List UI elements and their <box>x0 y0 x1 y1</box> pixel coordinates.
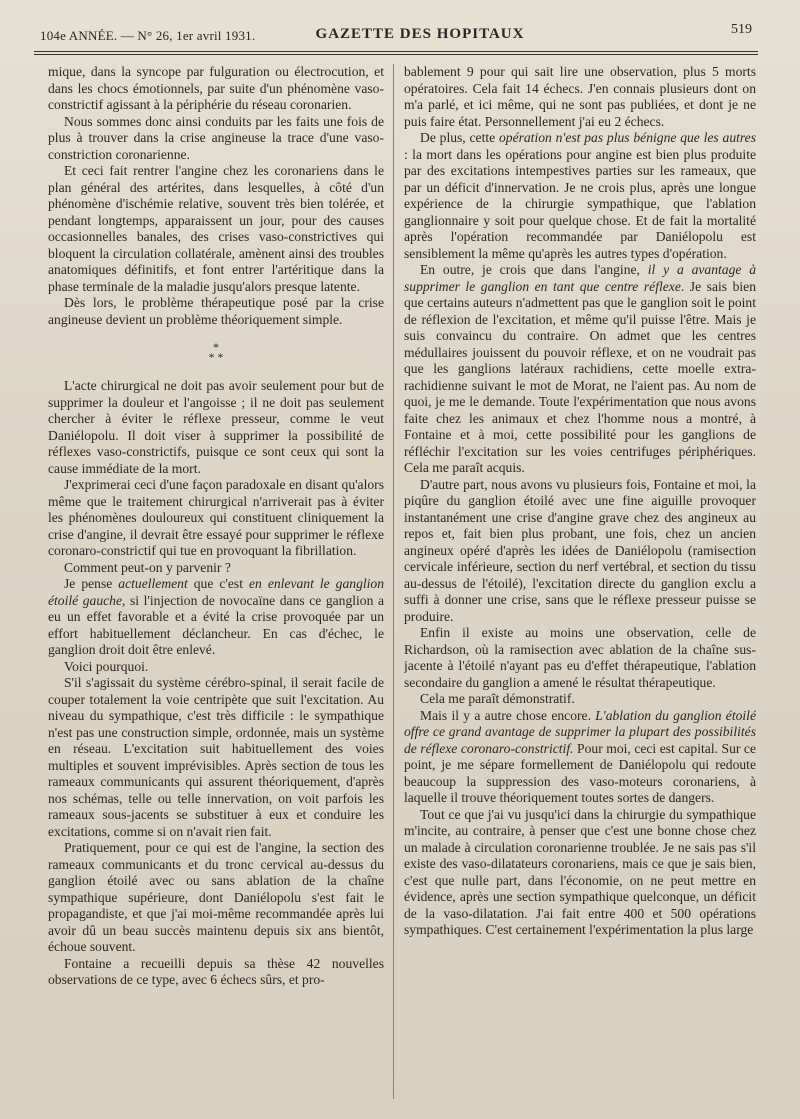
section-separator <box>48 342 384 362</box>
paragraph: mique, dans la syncope par fulguration ou électrocution, et dans les chocs émotionnels, par suite d'un phénomène vaso-constrictif agissant à la périphérie du réseau coronarien. <box>48 64 384 112</box>
paragraph: Comment peut-on y parvenir ? <box>64 559 231 575</box>
paragraph: L'acte chirurgical ne doit pas avoir seulement pour but de supprimer la douleur et l'angoisse ; il ne doit pas seulement chercher à éviter le réflexe presseur, comme le veut Daniélopolu. Il doit viser à supprimer la possibilité de réflexes vaso-constrictifs, puisque ce sont ceux qui sont la cause immédiate de la mort. <box>48 378 384 476</box>
right-column <box>404 64 756 1104</box>
text-run: Mais il y a autre chose encore. <box>420 707 596 723</box>
italic-run: il y a avantage à supprimer le ganglion en tant que centre réflexe <box>404 262 756 294</box>
text-run: . Je sais bien que certains auteurs n'admettent pas que le ganglion soit le point de réflexion de l'excitation, et même qu'il puisse l'être. Mais je suis convaincu du contraire. On admet que les centres médullaires jouissent du pouvoir réflexe, et on ne voudrait pas que les ganglions latéraux rachidiens, cette moelle extra-rachidienne suivant le mot de Morat, ne l'aient pas. Au nom de quoi, je me le demande. Toute l'expérimentation que nous avons faite chez les animaux et chez l'homme nous a montré, à Fontaine et à moi, cette possibilité pour les ganglions de réfléchir l'excitation sur les voies centrifuges périphériques. Cela me paraît acquis. <box>404 278 756 475</box>
separator-star-top: * <box>213 340 219 354</box>
italic-run: L'ablation du ganglion étoilé offre ce grand avantage de supprimer la plupart des possibilités de réflexe coronaro-constrictif. <box>404 707 756 756</box>
paragraph: J'exprimerai ceci d'une façon paradoxale en disant qu'alors même que le traitement chirurgical n'arriverait pas à éviter les phénomènes douloureux qui constituent cliniquement la crise d'angine, il devrait être essayé pour supprimer le réflexe coronaro-constrictif qui tue en provoquant la fibrillation. <box>48 477 384 558</box>
page-number: 519 <box>731 22 752 37</box>
text-run: De plus, cette <box>420 130 499 145</box>
header-rule-bottom <box>34 54 758 55</box>
separator-stars-bottom: * * <box>208 350 224 364</box>
text-run: , si l'injection de novocaïne dans ce ganglion a eu un effet favorable et a évité la crise provoquée par un effort habituellement déclancheur. En cas d'échec, le ganglion droit doit être enlevé. <box>48 592 384 657</box>
text-run: Pour moi, ceci est capital. Sur ce point, je me sépare formellement de Daniélopolu qui redoute beaucoup la suppression des vaso-moteurs coronariens, à laquelle il trouve théoriquement toutes sortes de dangers. <box>404 740 756 805</box>
paragraph <box>404 262 756 477</box>
italic-run: en enlevant le ganglion étoilé gauche <box>48 576 384 608</box>
journal-title: GAZETTE DES HOPITAUX <box>315 26 525 42</box>
paragraph: Fontaine a recueilli depuis sa thèse 42 nouvelles observations de ce type, avec 6 échecs sûrs, et pro- <box>48 955 384 987</box>
text-run: En outre, je crois que dans l'angine, <box>420 262 648 277</box>
paragraph: Voici pourquoi. <box>64 658 149 674</box>
paragraph: Et ceci fait rentrer l'angine chez les coronariens dans le plan général des artérites, dans lesquelles, à côté d'un phénomène d'ischémie relative, souvent très bien tolérée, et pendant longtemps, apparaissent un jour, pour des causes occasionnelles banales, des crises vaso-constrictives qui bloquent la circulation collatérale, amènent ainsi des troubles anatomiques définitifs, et font entrer l'artéritique dans la phase terminale de la maladie jusqu'alors presque latente. <box>48 163 384 294</box>
paragraph <box>404 130 756 262</box>
paragraph: Tout ce que j'ai vu jusqu'ici dans la chirurgie du sympathique m'incite, au contraire, à penser que c'est une bonne chose chez un malade à circulation coronarienne troublée. Je ne sais pas s'il existe des vaso-dilatateurs coronariens, mais ce que je sais bien, c'est que nulle part, dans l'économie, on ne peut mettre en évidence, après une section sympathique quelconque, un déficit de la vaso-dilatation. J'ai fait entre 400 et 500 opérations sympathiques. C'est certainement l'expérimentation la plus large <box>404 806 756 937</box>
paragraph <box>48 576 384 659</box>
italic-run: actuellement <box>118 576 188 591</box>
paragraph: Dès lors, le problème thérapeutique posé par la crise angineuse devient un problème théoriquement simple. <box>48 295 384 327</box>
header-rule-top <box>34 51 758 52</box>
italic-run: opération n'est pas plus bénigne que les autres <box>498 130 756 145</box>
paragraph: Cela me paraît démonstratif. <box>420 691 575 706</box>
paragraph: S'il s'agissait du système cérébro-spinal, il serait facile de couper totalement la voie centripète que suit l'excitation. Au niveau du sympathique, c'est très difficile : le sympathique n'est pas une construction simple, ordonnée, mais un système en réseau. L'excitation suit habituellement des voies multiples et souvent imprévisibles. Après section de tous les rameaux communicants qui assurent théoriquement, d'après nos schémas, telle ou telle innervation, on voit parfois les rameaux sous-jacents se substituer à eux et conduire les excitations, comme si on n'avait rien fait. <box>48 675 384 839</box>
text-run: : la mort dans les opérations pour angine est bien plus produite par des excitations intempestives parties sur les rameaux, que par un déficit d'innervation. Je ne crois plus, après une longue expérience de la chirurgie sympathique, que l'ablation ganglionnaire y soit pour quelque chose. Et de fait la mortalité après l'opération recommandée par Daniélopolu est sensiblement la même qu'après les autres types d'opération. <box>404 146 756 261</box>
paragraph: Enfin il existe au moins une observation, celle de Richardson, où la ramisection avec ablation de la chaîne sus-jacente à l'étoilé n'ayant pas eu d'effet thérapeutique, l'ablation secondaire du ganglion a amené le résultat thérapeutique. <box>404 625 756 690</box>
paragraph: Nous sommes donc ainsi conduits par les faits une fois de plus à trouver dans la crise angineuse la trace d'une vaso-constriction coronarienne. <box>48 113 384 162</box>
left-column <box>48 64 384 1104</box>
issue-line: 104e ANNÉE. — N° 26, 1er avril 1931. <box>40 28 256 43</box>
paragraph <box>404 708 756 807</box>
paragraph: bablement 9 pour qui sait lire une observation, plus 5 morts opératoires. Cela fait 14 échecs. J'en connais plusieurs dont on m'a parlé, et ici même, qui ne sont pas publiées, et dont je ne puis faire état. Personnellement j'ai eu 2 échecs. <box>404 64 756 129</box>
text-run: Je pense <box>64 576 119 591</box>
column-divider <box>393 64 394 1099</box>
paragraph: D'autre part, nous avons vu plusieurs fois, Fontaine et moi, la piqûre du ganglion étoilé avec une fine aiguille provoquer instantanément une crise d'angine grave chez des angineux au repos et, fait bien plus probant, une fois, chez un ancien angineux opéré d'après les idées de Daniélopolu (ramisection cervicale inférieure, section du nerf vertébral, et section du tissu au-dessus de l'étoilé), l'excitation directe du ganglion exclu a suffi à donner une crise, sans que le réflexe presseur puisse se produire. <box>404 476 756 624</box>
paragraph: Pratiquement, pour ce qui est de l'angine, la section des rameaux communicants et du tronc cervical au-dessus du ganglion étoilé avec ou sans ablation de la chaîne sympathique supérieure, dont Daniélopolu s'est fait le propagandiste, et que j'ai moi-même recommandée après lui avoir dû un beau succès maintenu depuis six ans bientôt, échoue souvent. <box>48 840 384 954</box>
text-run: que c'est <box>187 576 249 591</box>
